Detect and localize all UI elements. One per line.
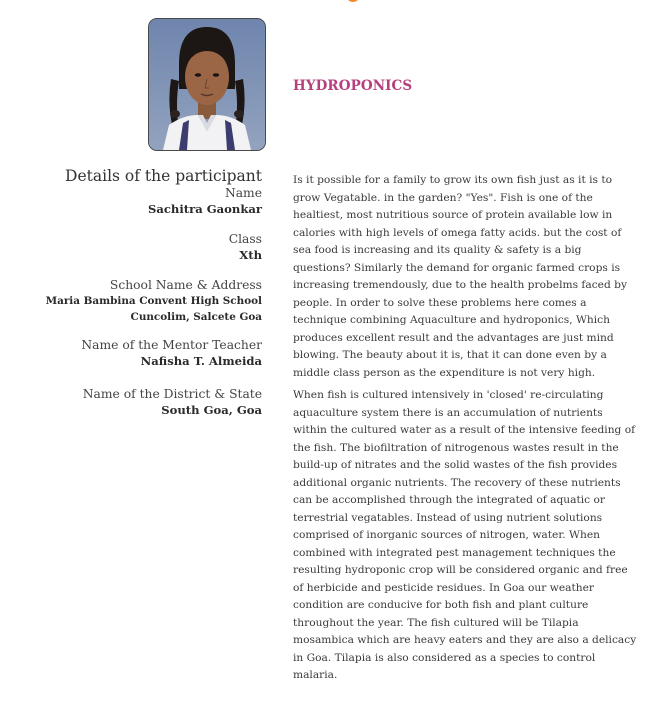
district-value: South Goa, Goa xyxy=(161,403,262,417)
article-title: HYDROPONICS xyxy=(293,78,413,94)
name-field xyxy=(2,186,262,217)
district-label: Name of the District & State xyxy=(82,387,262,401)
school-name-value: Maria Bambina Convent High School xyxy=(45,295,262,307)
name-label: Name xyxy=(224,186,262,200)
school-field xyxy=(2,278,262,325)
school-label: School Name & Address xyxy=(109,278,262,292)
name-value: Sachitra Gaonkar xyxy=(147,202,262,216)
article-body xyxy=(293,171,638,684)
mentor-field xyxy=(2,338,262,369)
header-accent-mark xyxy=(346,0,360,2)
district-field xyxy=(2,387,262,418)
class-value: Xth xyxy=(239,248,262,262)
mentor-value: Nafisha T. Almeida xyxy=(140,354,262,368)
article-paragraph-2: When fish is cultured intensively in 'closed' re-circulating aquaculture system there is an accumulation of nutrients within the cultured water as a result of the intensive feeding of the fish. The biofiltration of nitrogenous wastes result in the build-up of nitrates and the solid wastes of the fish provides additional organic nutrients. The recovery of these nutrients can be accomplished through the integrated of aquatic or terrestrial vegatables. Instead of using nutrient solutions comprised of inorganic sources of nitrogen, water. When combined with integrated pest management techniques the resulting hydroponic crop will be considered organic and free of herbicide and pesticide residues. In Goa our weather condition are conducive for both fish and plant culture throughout the year. The fish cultured will be Tilapia mosambica which are heavy eaters and they are also a delicacy in Goa. Tilapia is also considered as a species to control malaria. xyxy=(293,388,637,681)
participant-details xyxy=(2,166,262,418)
details-heading: Details of the participant xyxy=(65,167,262,185)
class-label: Class xyxy=(228,232,262,246)
participant-photo xyxy=(148,18,266,151)
school-address-value: Cuncolim, Salcete Goa xyxy=(130,311,262,323)
class-field xyxy=(2,232,262,263)
mentor-label: Name of the Mentor Teacher xyxy=(81,338,262,352)
article-paragraph-1: Is it possible for a family to grow its own fish just as it is to grow Vegatable. in the garden? "Yes". Fish is one of the healtiest, most nutritious source of protein available low in calories with high levels of omega fatty acids. but the cost of sea food is increasing and its quality & safety is a big questions? Similarly the demand for organic farmed crops is increasing tremendously, due to the health probelms faced by people. In order to solve these problems here comes a technique combining Aquaculture and hydroponics, Which produces excellent result and the advantages are just mind blowing. The beauty about it is, that it can done even by a middle class person as the expenditure is not very high. xyxy=(293,173,627,379)
